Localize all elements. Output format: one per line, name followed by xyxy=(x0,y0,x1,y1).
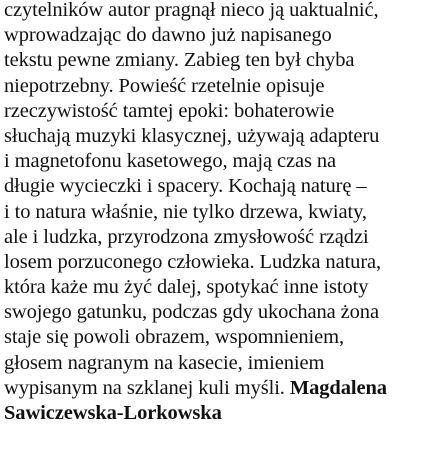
text-line: która każe mu żyć dalej, spotykać inne istoty xyxy=(4,276,369,299)
text-line: i to natura właśnie, nie tylko drzewa, kwiaty, xyxy=(4,200,367,223)
text-line: tekstu pewne zmiany. Zabieg ten był chyba xyxy=(4,49,355,72)
text-line: losem porzuconego człowieka. Ludzka natura, xyxy=(4,250,382,273)
text-line: rzeczywistość tamtej epoki: bohaterowie xyxy=(4,99,335,122)
text-line: staje się powoli obrazem, wspomnieniem, xyxy=(4,326,344,349)
text-line: słuchają muzyki klasycznej, używają adapteru xyxy=(4,124,380,147)
article-text xyxy=(4,0,420,426)
text-line: ale i ludzka, przyrodzona zmysłowość rządzi xyxy=(4,225,369,248)
text-line: wprowadzając do dawno już napisanego xyxy=(4,24,332,47)
text-line: niepotrzebny. Powieść rzetelnie opisuje xyxy=(4,74,325,97)
author-last-name: Sawiczewska-Lorkowska xyxy=(4,402,222,424)
author-first-name: Magdalena xyxy=(289,376,387,399)
text-line: czytelników autor pragnął nieco ją uaktualnić, xyxy=(4,0,379,21)
text-line-with-author xyxy=(4,376,420,401)
text-line: długie wycieczki i spacery. Kochają naturę – xyxy=(4,175,367,198)
text-line-end: wypisanym na szklanej kuli myśli. xyxy=(4,376,285,399)
text-line: swojego gatunku, podczas gdy ukochana żona xyxy=(4,301,379,324)
text-line: i magnetofonu kasetowego, mają czas na xyxy=(4,150,337,173)
text-line: głosem nagranym na kasecie, imieniem xyxy=(4,351,325,374)
